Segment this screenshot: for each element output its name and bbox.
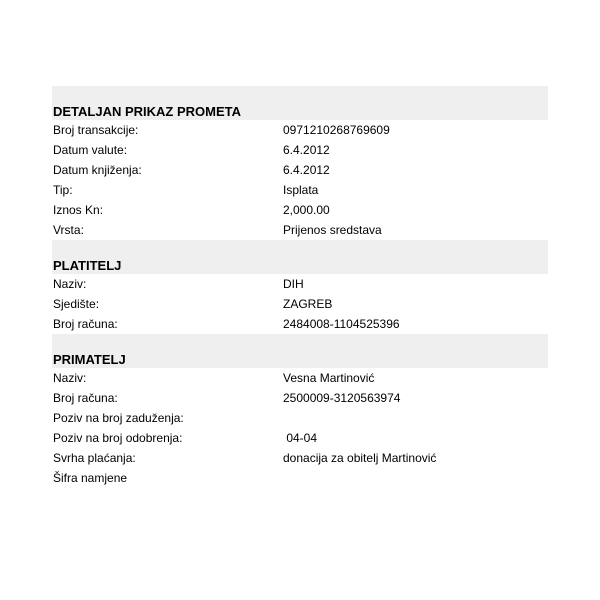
field-value: 6.4.2012: [283, 163, 330, 177]
field-row-recipient-name: [52, 368, 548, 388]
field-label: Poziv na broj zaduženja:: [53, 411, 184, 425]
field-row-type: [52, 180, 548, 200]
field-value: 2,000.00: [283, 203, 330, 217]
field-value: Isplata: [283, 183, 319, 197]
field-label: Svrha plaćanja:: [53, 451, 136, 465]
field-value: ZAGREB: [283, 297, 333, 311]
field-value: 04-04: [283, 431, 318, 445]
section-title: PLATITELJ: [52, 240, 548, 274]
field-value: donacija za obitelj Martinović: [283, 451, 437, 465]
field-value: 2484008-1104525396: [283, 317, 400, 331]
field-row-transaction-number: [52, 120, 548, 140]
field-row-payment-purpose: [52, 448, 548, 468]
field-value: DIH: [283, 277, 304, 291]
section-title: PRIMATELJ: [52, 334, 548, 368]
field-value: 6.4.2012: [283, 143, 330, 157]
field-row-recipient-account: [52, 388, 548, 408]
field-row-booking-date: [52, 160, 548, 180]
field-label: Broj računa:: [53, 317, 118, 331]
transaction-detail: [52, 86, 548, 488]
field-label: Poziv na broj odobrenja:: [53, 431, 183, 445]
field-row-debit-reference: [52, 408, 548, 428]
section-title: DETALJAN PRIKAZ PROMETA: [52, 86, 548, 120]
field-label: Iznos Kn:: [53, 203, 104, 217]
field-label: Tip:: [53, 183, 73, 197]
field-label: Šifra namjene: [53, 471, 128, 485]
field-row-kind: [52, 220, 548, 240]
field-label: Naziv:: [53, 371, 87, 385]
field-value: 0971210268769609: [283, 123, 390, 137]
field-row-credit-reference: [52, 428, 548, 448]
section-transaction-details: [52, 86, 548, 240]
field-row-payer-account: [52, 314, 548, 334]
field-row-amount: [52, 200, 548, 220]
section-recipient: [52, 334, 548, 488]
field-value: Vesna Martinović: [283, 371, 375, 385]
field-row-payer-seat: [52, 294, 548, 314]
field-label: Broj transakcije:: [53, 123, 139, 137]
field-label: Sjedište:: [53, 297, 100, 311]
field-label: Naziv:: [53, 277, 87, 291]
field-row-payer-name: [52, 274, 548, 294]
field-label: Datum valute:: [53, 143, 128, 157]
field-label: Vrsta:: [53, 223, 84, 237]
field-label: Broj računa:: [53, 391, 118, 405]
field-value: Prijenos sredstava: [283, 223, 382, 237]
section-payer: [52, 240, 548, 334]
field-row-value-date: [52, 140, 548, 160]
field-value: 2500009-3120563974: [283, 391, 401, 405]
field-row-purpose-code: [52, 468, 548, 488]
field-label: Datum knjiženja:: [53, 163, 142, 177]
